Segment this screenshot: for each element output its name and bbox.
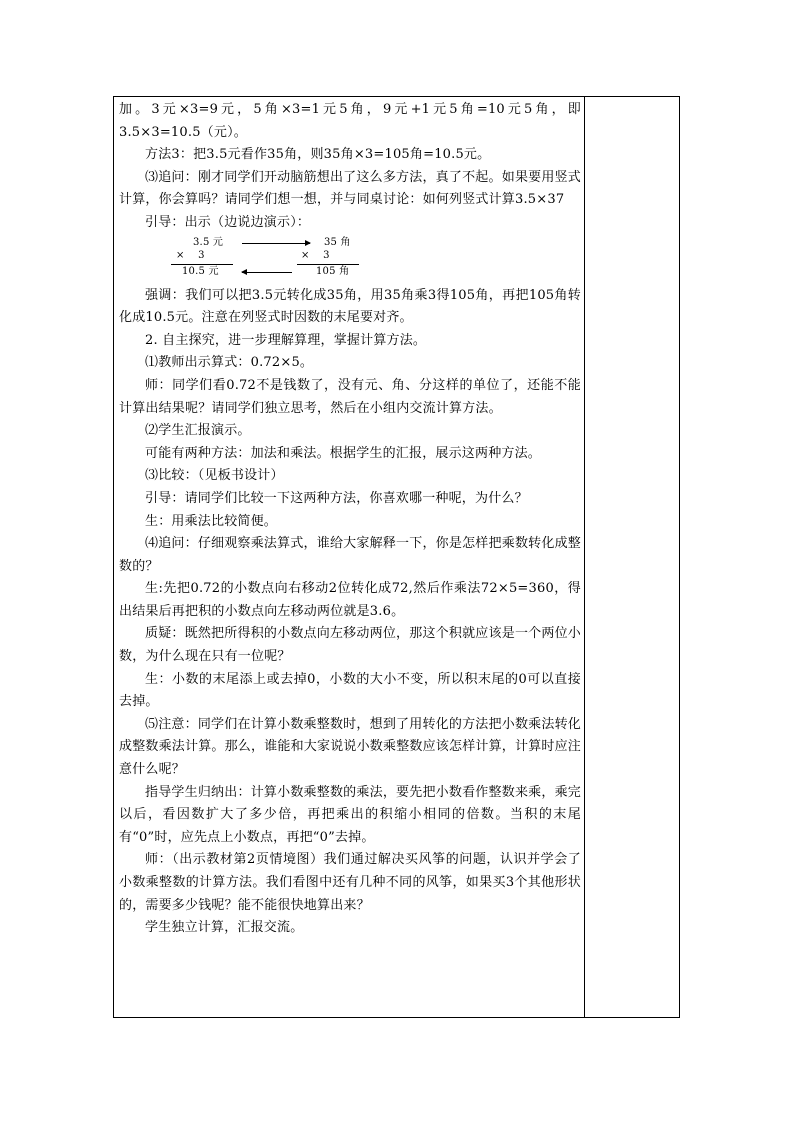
paragraph: 质疑：既然把所得积的小数点向左移动两位，那这个积就应该是一个两位小数，为什么现在只有一位呢？ [119,626,581,665]
arrow-right-icon [242,243,310,244]
paragraph: 方法3：把3.5元看作35角，则35角×3=105角=10.5元。 [145,147,491,163]
paragraph: 师：（出示教材第2页情境图）我们通过解决买风筝的问题，认识并学会了小数乘整数的计算方法。我们看图中还有几种不同的风筝，如果买3个其他形状的，需要多少钱呢？能不能很快地算出来？ [119,852,581,913]
paragraphs-bottom [119,285,581,940]
paragraph: 可能有两种方法：加法和乘法。根据学生的汇报，展示这两种方法。 [145,445,542,461]
paragraph: 2. 自主探究，进一步理解算理，掌握计算方法。 [145,332,427,348]
paragraph: ⑵学生汇报演示。 [145,423,251,439]
paragraph: 强调：我们可以把3.5元转化成35角，用35角乘3得105角，再把105角转化成10.5元。注意在列竖式时因数的末尾要对齐。 [119,287,581,326]
paragraph: 加。3元×3=9元，5角×3=1元5角，9元+1元5角=10元5角，即3.5×3=10.5（元）。 [119,102,581,140]
column-divider [584,97,585,1017]
paragraph: 生:先把0.72的小数点向右移动2位转化成72,然后作乘法72×5=360，得出结果后再把积的小数点向左移动两位就是3.6。 [119,581,581,619]
calc-right-bot: 105 角 [316,265,350,277]
vertical-calculation-demo [119,235,581,285]
paragraph: 生：用乘法比较简便。 [145,513,278,529]
lesson-content-cell [119,99,581,940]
paragraph: ⑶比较：（见板书设计） [145,468,284,484]
paragraphs-top [119,99,581,235]
calc-left-bot: 10.5 元 [182,265,219,277]
paragraph: ⑴教师出示算式：0.72×5。 [145,355,314,371]
calc-right-top: 35 角 [324,236,351,248]
paragraph: 生：小数的末尾添上或去掉0，小数的大小不变，所以积末尾的0可以直接去掉。 [119,671,581,710]
calc-left-mid: × 3 [176,249,205,261]
paragraph: ⑷追问：仔细观察乘法算式，谁给大家解释一下，你是怎样把乘数转化成整数的？ [119,536,581,574]
paragraph: 师：同学们看0.72不是钱数了，没有元、角、分这样的单位了，还能不能计算出结果呢？请同学们独立思考，然后在小组内交流计算方法。 [119,377,581,416]
calc-right-mid: × 3 [301,249,330,261]
paragraph: 引导：出示（边说边演示）： [145,214,311,230]
calc-right-underline [297,264,359,265]
paragraph: 学生独立计算，汇报交流。 [145,920,304,936]
paragraph: ⑶追问：刚才同学们开动脑筋想出了这么多方法，真了不起。如果要用竖式计算，你会算吗？请同学们想一想，并与同桌讨论：如何列竖式计算3.5×37 [119,169,581,208]
paragraph: 引导：请同学们比较一下这两种方法，你喜欢哪一种呢，为什么？ [145,490,528,506]
calc-left-top: 3.5 元 [193,236,224,248]
lesson-table [113,96,680,1018]
arrow-left-icon [242,272,292,273]
paragraph: 指导学生归纳出：计算小数乘整数的乘法，要先把小数看作整数来乘，乘完以后，看因数扩大了多少倍，再把乘出的积缩小相同的倍数。当积的末尾有“0”时，应先点上小数点，再把“0”去掉。 [119,784,581,845]
paragraph: ⑸注意：同学们在计算小数乘整数时，想到了用转化的方法把小数乘法转化成整数乘法计算。那么，谁能和大家说说小数乘整数应该怎样计算，计算时应注意什么呢？ [119,716,582,778]
calc-left-underline [171,264,233,265]
